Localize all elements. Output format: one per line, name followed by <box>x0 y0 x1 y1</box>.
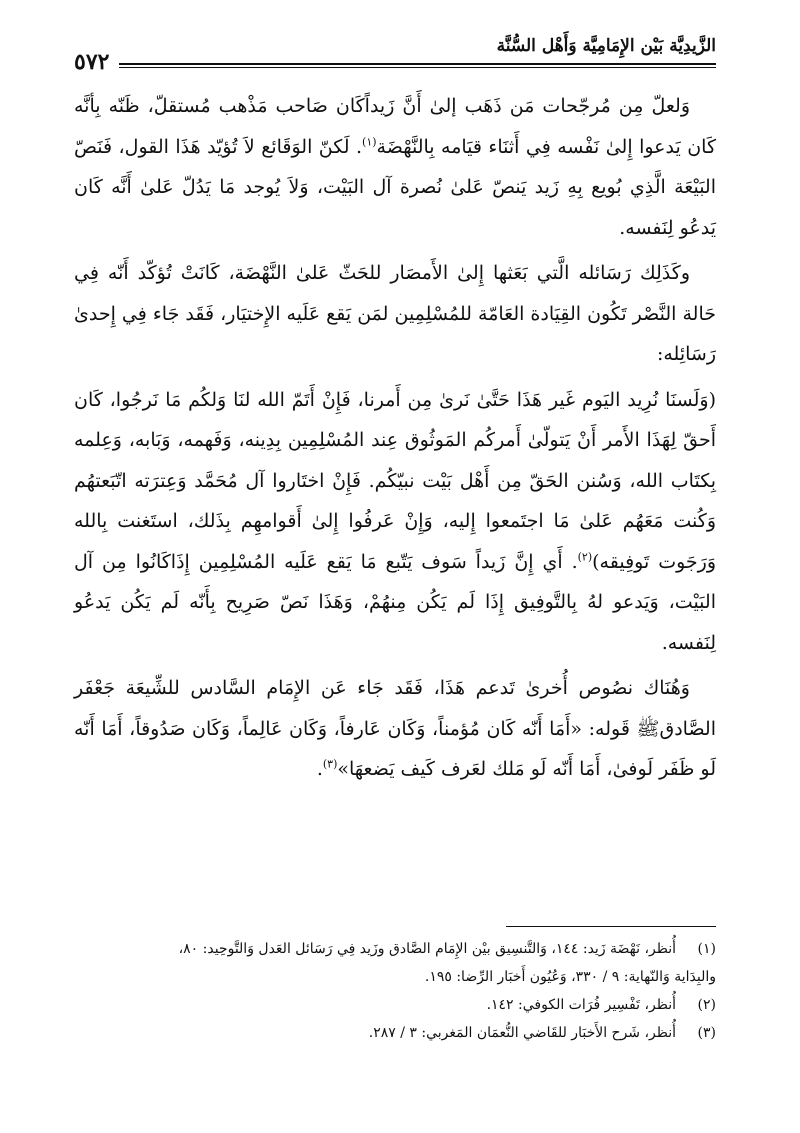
paragraph-text: . لَكنّ الوَقَائع لاَ تُؤيّد هَذَا القول، فَنَصّ البَيْعَة الَّذِي بُويع بِهِ زَيد يَنصّ عَلىٰ نُصرة آل البَيْت، وَلاَ يُوجد مَا يَدُلّ عَلىٰ أَنَّه كَان يَدعُو لِنَفسه. <box>74 135 716 239</box>
paragraph-text: وَلعلّ مِن مُرجّحات مَن ذَهَب إلىٰ أَنَّ زَيداًكَان صَاحب مَذْهب مُستقلّ، ظَنّه بِأنَّه كَان يَدعوا إِلىٰ نَفْسه فِي أَثنَاء قيَامه بِالنَّهْضَة <box>74 95 716 158</box>
paragraph-text: وَهُنَاك نصُوص أُخرىٰ تَدعم هَذَا، فَقَد جَاء عَن الإِمَام السَّادس للشِّيعَة جَعْفَر الصَّادقﷺ قَوله: «أَمَا أَنّه كَان مُؤمناً، وَكَان عَارفاً، وَكَان عَالِماً، وَكَان صَدُوقاً، أَمَا أَنّه لَو ظَفَر لَوفىٰ، أَمَا أَنّه لَو مَلك لعَرف كَيف يَضعهَا» <box>74 677 716 780</box>
footnotes <box>74 935 716 1047</box>
footnote-ref: (١) <box>362 135 377 149</box>
running-header <box>74 36 716 75</box>
running-title: الزَّيدِيَّة بَيْن الإِمَامِيَّة وَأَهْل السُّنَّة <box>496 36 716 56</box>
paragraph-text: (وَلَسنَا نُرِيد اليَوم غَير هَذَا حَتَّىٰ نَرىٰ مِن أَمرنا، فَإِنْ أَتَمّ الله لنَا وَلكُم مَا نَرجُوا، كَان أَحقّ لِهَذَا الأَمر أَنْ يَتولّىٰ أَمركُم المَوثُوق عِند المُسْلِمِين بِدِينه، وَفَهمه، وَبَابه، وَعِلمه بِكتَاب الله، وَسُنن الحَقّ مِن أَهْل بَيْت نبيّكُم. فَإِنْ اختَاروا آل مُحَمَّد وَعِترَته اتّبَعتهُم وَكُنت مَعَهُم عَلىٰ مَا اجتَمعوا إِليه، وَإِنْ عَرفُوا إِلىٰ أَقوامهِم بِذَلك، استَغنت بِالله وَرَجَوت تَوفِيقه) <box>74 388 717 573</box>
footnote <box>74 1019 716 1047</box>
paragraph-text: وكَذَلِك رَسَائله الَّتي بَعَثها إِلىٰ الأَمصَار للحَثّ عَلىٰ النَّهْضَة، كَانَتْ تُؤكّد أَنّه فِي حَالة النَّصْر تَكُون القِيَادة العَامّة للمُسْلِمِين لمَن يَقع عَلَيه الإِختيَار، فَقَد جَاء فِي إِحدىٰ رَسَائِله: <box>74 262 716 365</box>
paragraph <box>74 668 716 790</box>
footnote <box>74 935 716 963</box>
paragraph <box>74 86 716 248</box>
footnote-continuation <box>74 963 716 991</box>
page-number: ٥٧٢ <box>74 49 119 75</box>
footnote-text: والبِدَاية وَالنّهاية: ٩ / ٣٣٠، وَعُيُون أَخبَار الرِّضا: ١٩٥. <box>424 969 716 985</box>
footnote-ref: (٣) <box>322 757 338 771</box>
quote-paragraph <box>74 380 716 664</box>
body-text <box>74 86 716 795</box>
footnote-number: (٣) <box>697 1025 716 1041</box>
footnote-ref: (٢) <box>577 550 593 564</box>
header-rule <box>74 63 716 68</box>
paragraph-text: . أَي إِنَّ زَيداً سَوف يَتّبع مَا يَقع عَلَيه المُسْلِمِين إِذَاكَانُوا مِن آل البَيْت، وَيَدعو لهُ بِالتَّوفِيق إِذَا لَم يَكُن مِنهُمْ، وَهَذَا نَصّ صَرِيح بِأَنّه لَم يَكُن يَدعُو لِنَفسه. <box>74 550 716 654</box>
paragraph <box>74 253 716 375</box>
footnote-text: أُنظر، تَفْسِير فُرَات الكوفي: ١٤٢. <box>486 997 676 1013</box>
footnote <box>74 991 716 1019</box>
footnote-number: (٢) <box>697 997 716 1013</box>
footnote-text: أُنظر، شَرح الأَخبَار للقَاضي النُّعمَان المَغربي: ٣ / ٢٨٧. <box>368 1025 676 1041</box>
paragraph-text: . <box>316 758 323 780</box>
footnote-number: (١) <box>697 941 716 957</box>
footnote-separator <box>506 926 716 927</box>
footnote-text: أُنظر، نَهْضَة زَيد: ١٤٤، وَالتَّنسِيق بيْن الإِمَام الصَّادق وزَيد فِي رَسَائل العَدل وَالتَّوحِيد: ٨٠، <box>178 941 676 957</box>
